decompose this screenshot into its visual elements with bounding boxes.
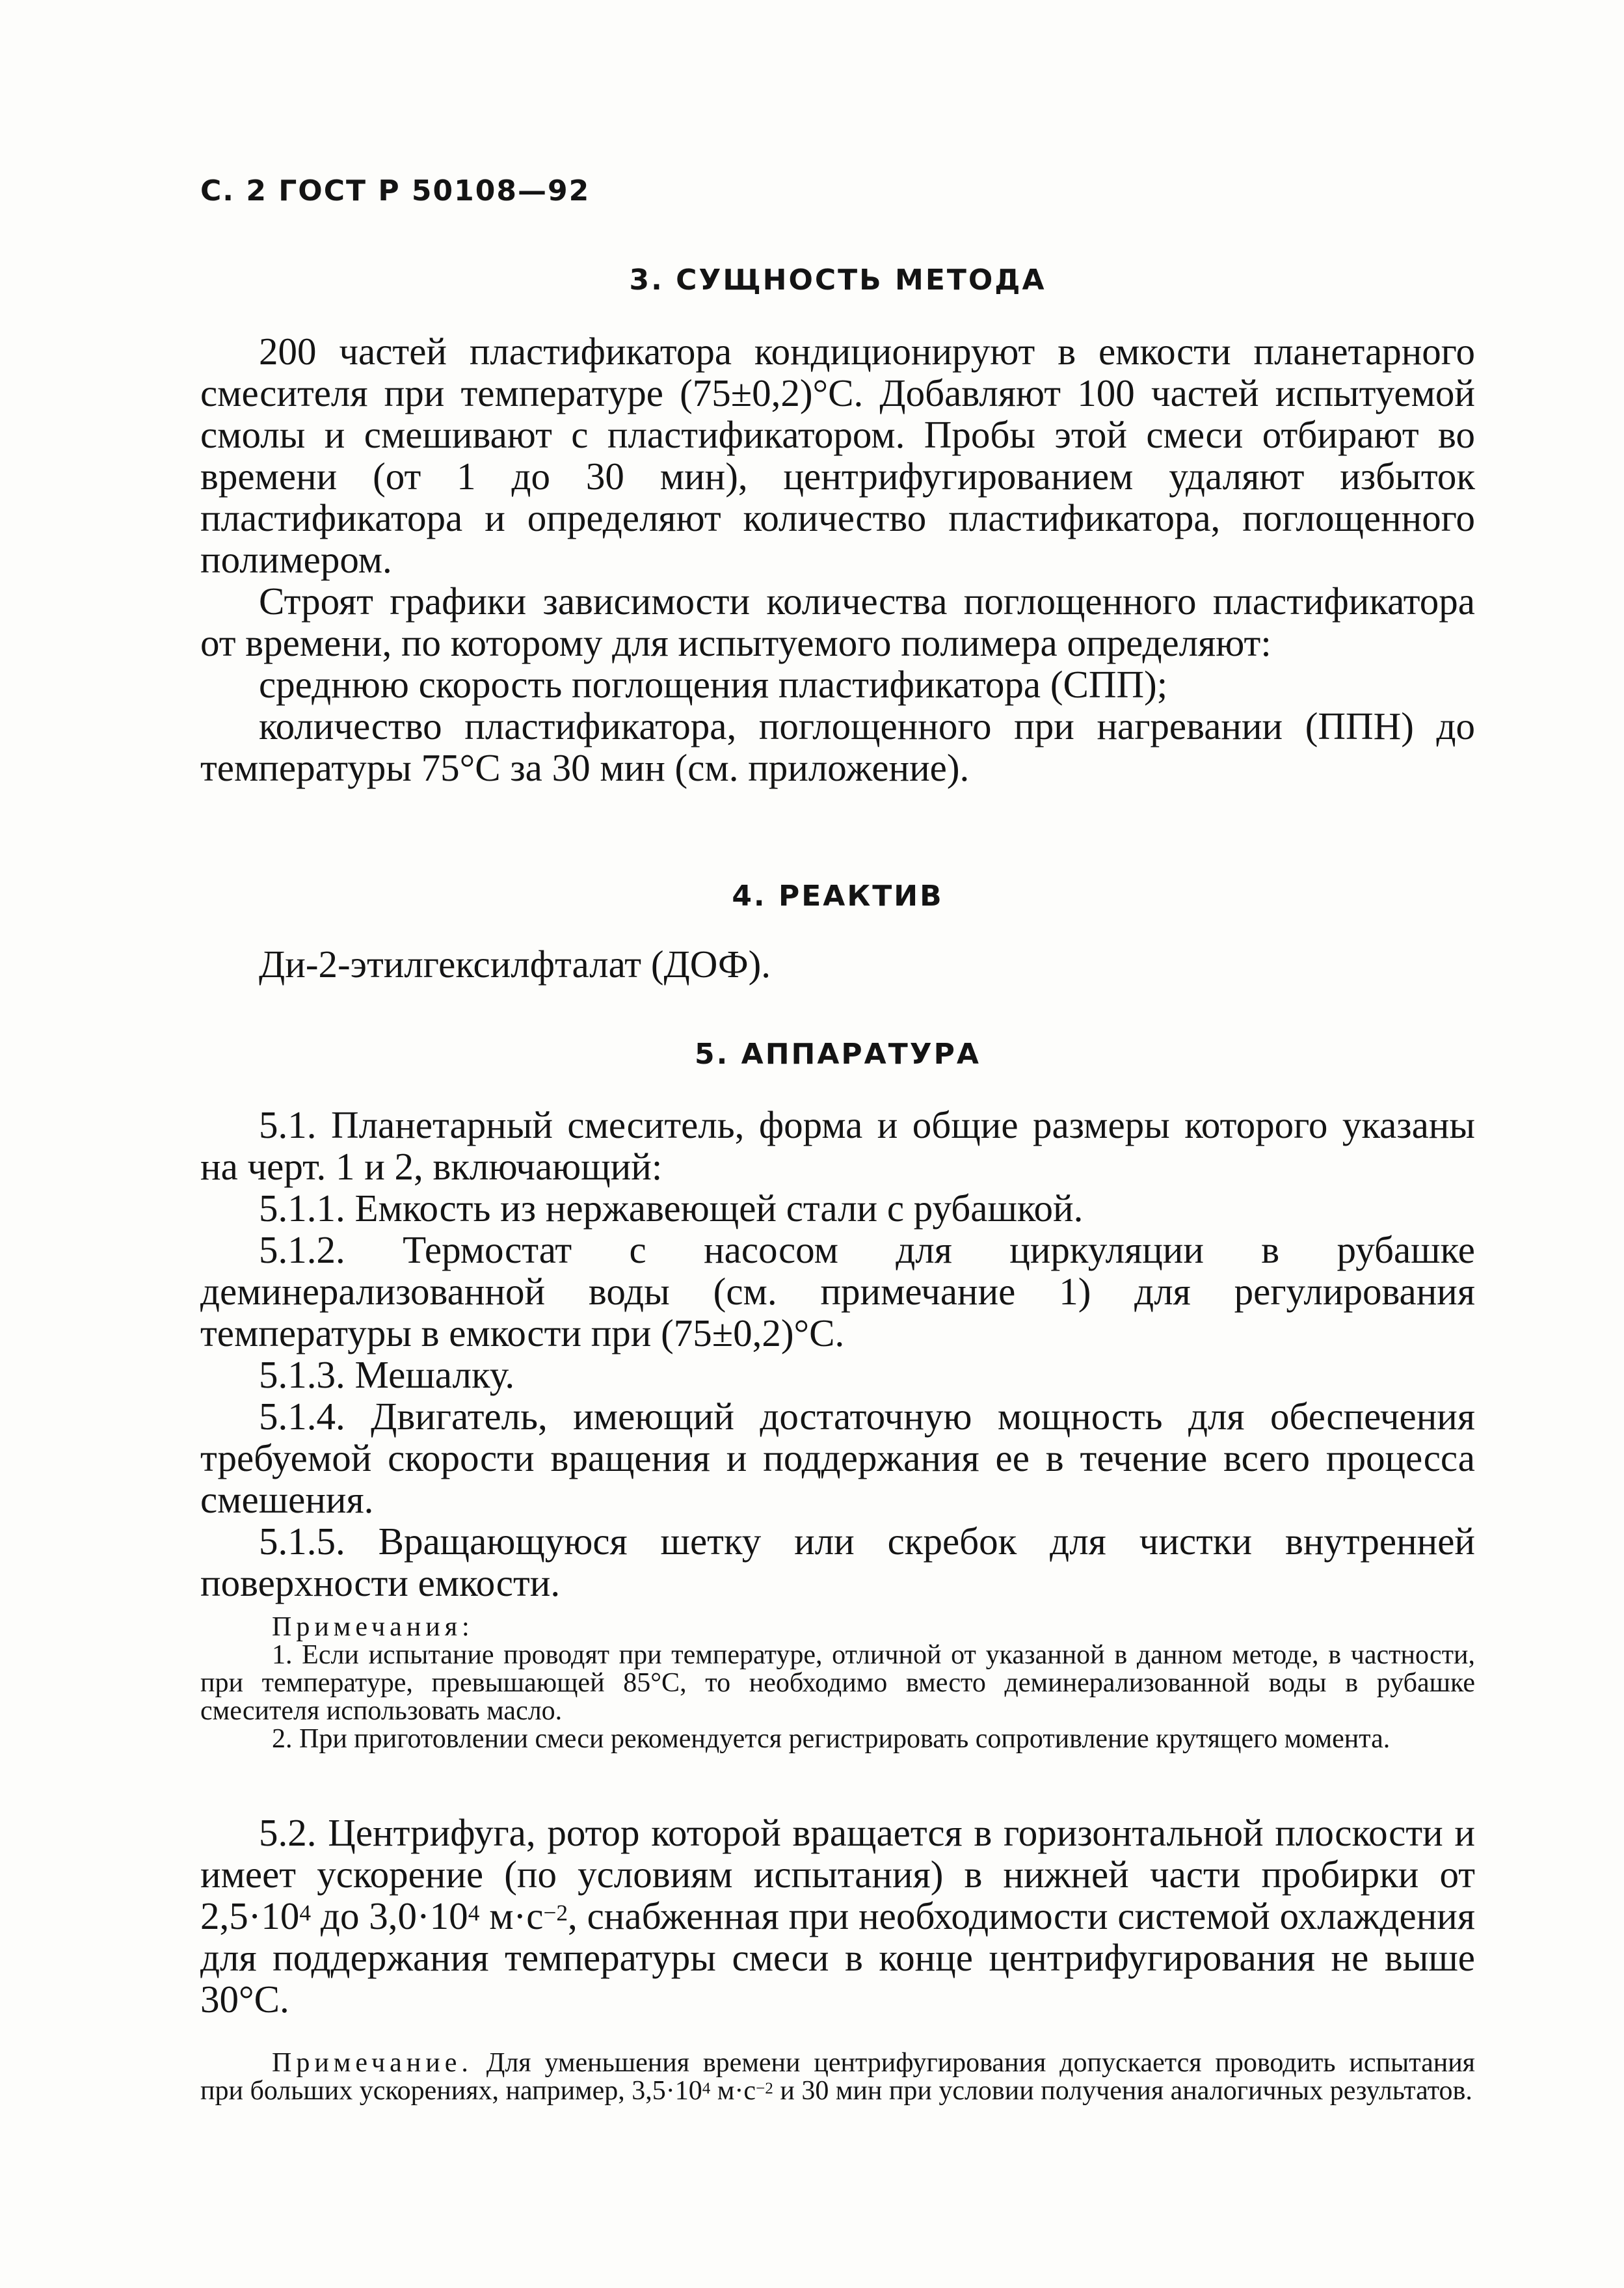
clause-5-1-3: 5.1.3. Мешалку. [259, 1353, 515, 1396]
section-3-list-item-2: количество пластификатора, поглощенного при нагревании (ППН) до температуры 75°С за 30 мин (см. приложение). [200, 705, 1475, 789]
clause-5-2-block [200, 1812, 1475, 2020]
notes-block [200, 1613, 1475, 1753]
clause-5-1-1: 5.1.1. Емкость из нержавеющей стали с рубашкой. [259, 1187, 1084, 1230]
section-3-paragraph-1: 200 частей пластификатора кондиционируют в емкости планетарного смесителя при температуре (75±0,2)°С. Добавляют 100 частей испытуемой смолы и смешивают с пластификатором. Пробы этой смеси отбирают во времени (от 1 до 30 мин), центрифугированием удаляют избыток пластификатора и определяют количество пластификатора, поглощенного полимером. [200, 330, 1475, 581]
section-3-list-item-1: среднюю скорость поглощения пластификатора (СПП); [259, 663, 1168, 706]
clause-5-1-5: 5.1.5. Вращающуюся шетку или скребок для чистки внутренней поверхности емкости. [200, 1520, 1475, 1604]
section-3-body [200, 330, 1475, 788]
section-4-title: 4. РЕАКТИВ [732, 880, 944, 913]
clause-5-1-4: 5.1.4. Двигатель, имеющий достаточную мощность для обеспечения требуемой скорости вращения и поддержания ее в течение всего процесса смешения. [200, 1395, 1475, 1521]
section-5-body [200, 1104, 1475, 1604]
clause-5-1-2: 5.1.2. Термостат с насосом для циркуляции в рубашке деминерализованной воды (см. примечание 1) для регулирования температуры в емкости при (75±0,2)°С. [200, 1228, 1475, 1354]
final-note-label: Примечание. [272, 2048, 473, 2078]
note-1: 1. Если испытание проводят при температуре, отличной от указанной в данном методе, в частности, при температуре, превышающей 85°С, то необходимо вместо деминерализованной воды в рубашке смесителя использовать масло. [200, 1640, 1475, 1726]
final-note-block [200, 2049, 1475, 2105]
final-note: Примечание. Для уменьшения времени центрифугирования допускается проводить испытания при больших ускорениях, например, $3,5\cdot 10^4$ $м\cdot с^{-2}$ и 30 мин при условии получения аналогичных результатов. [200, 2048, 1475, 2106]
section-3-paragraph-2: Строят графики зависимости количества поглощенного пластификатора от времени, по которому для испытуемого полимера определяют: [200, 580, 1475, 664]
clause-5-2: 5.2. Центрифуга, ротор которой вращается в горизонтальной плоскости и имеет ускорение (по условиям испытания) в нижней части пробирки от $2,5\cdot 10^4$ до $3,0\cdot 10^4$ $м\cdot с^{-2}$, снабженная при необходимости системой охлаждения для поддержания температуры смеси в конце центрифугирования не выше 30°С. [200, 1811, 1475, 2021]
clause-5-1: 5.1. Планетарный смеситель, форма и общие размеры которого указаны на черт. 1 и 2, включающий: [200, 1103, 1475, 1188]
section-4-paragraph-1: Ди-2-этилгексилфталат (ДОФ). [259, 943, 771, 986]
section-3-title: 3. СУЩНОСТЬ МЕТОДА [629, 263, 1046, 297]
section-4-body [200, 943, 1475, 985]
section-5-title: 5. АППАРАТУРА [695, 1038, 981, 1071]
running-head: С. 2 ГОСТ Р 50108—92 [200, 174, 591, 208]
note-2: 2. При приготовлении смеси рекомендуется регистрировать сопротивление крутящего момента. [272, 1724, 1391, 1754]
notes-title: Примечания: [272, 1612, 474, 1642]
